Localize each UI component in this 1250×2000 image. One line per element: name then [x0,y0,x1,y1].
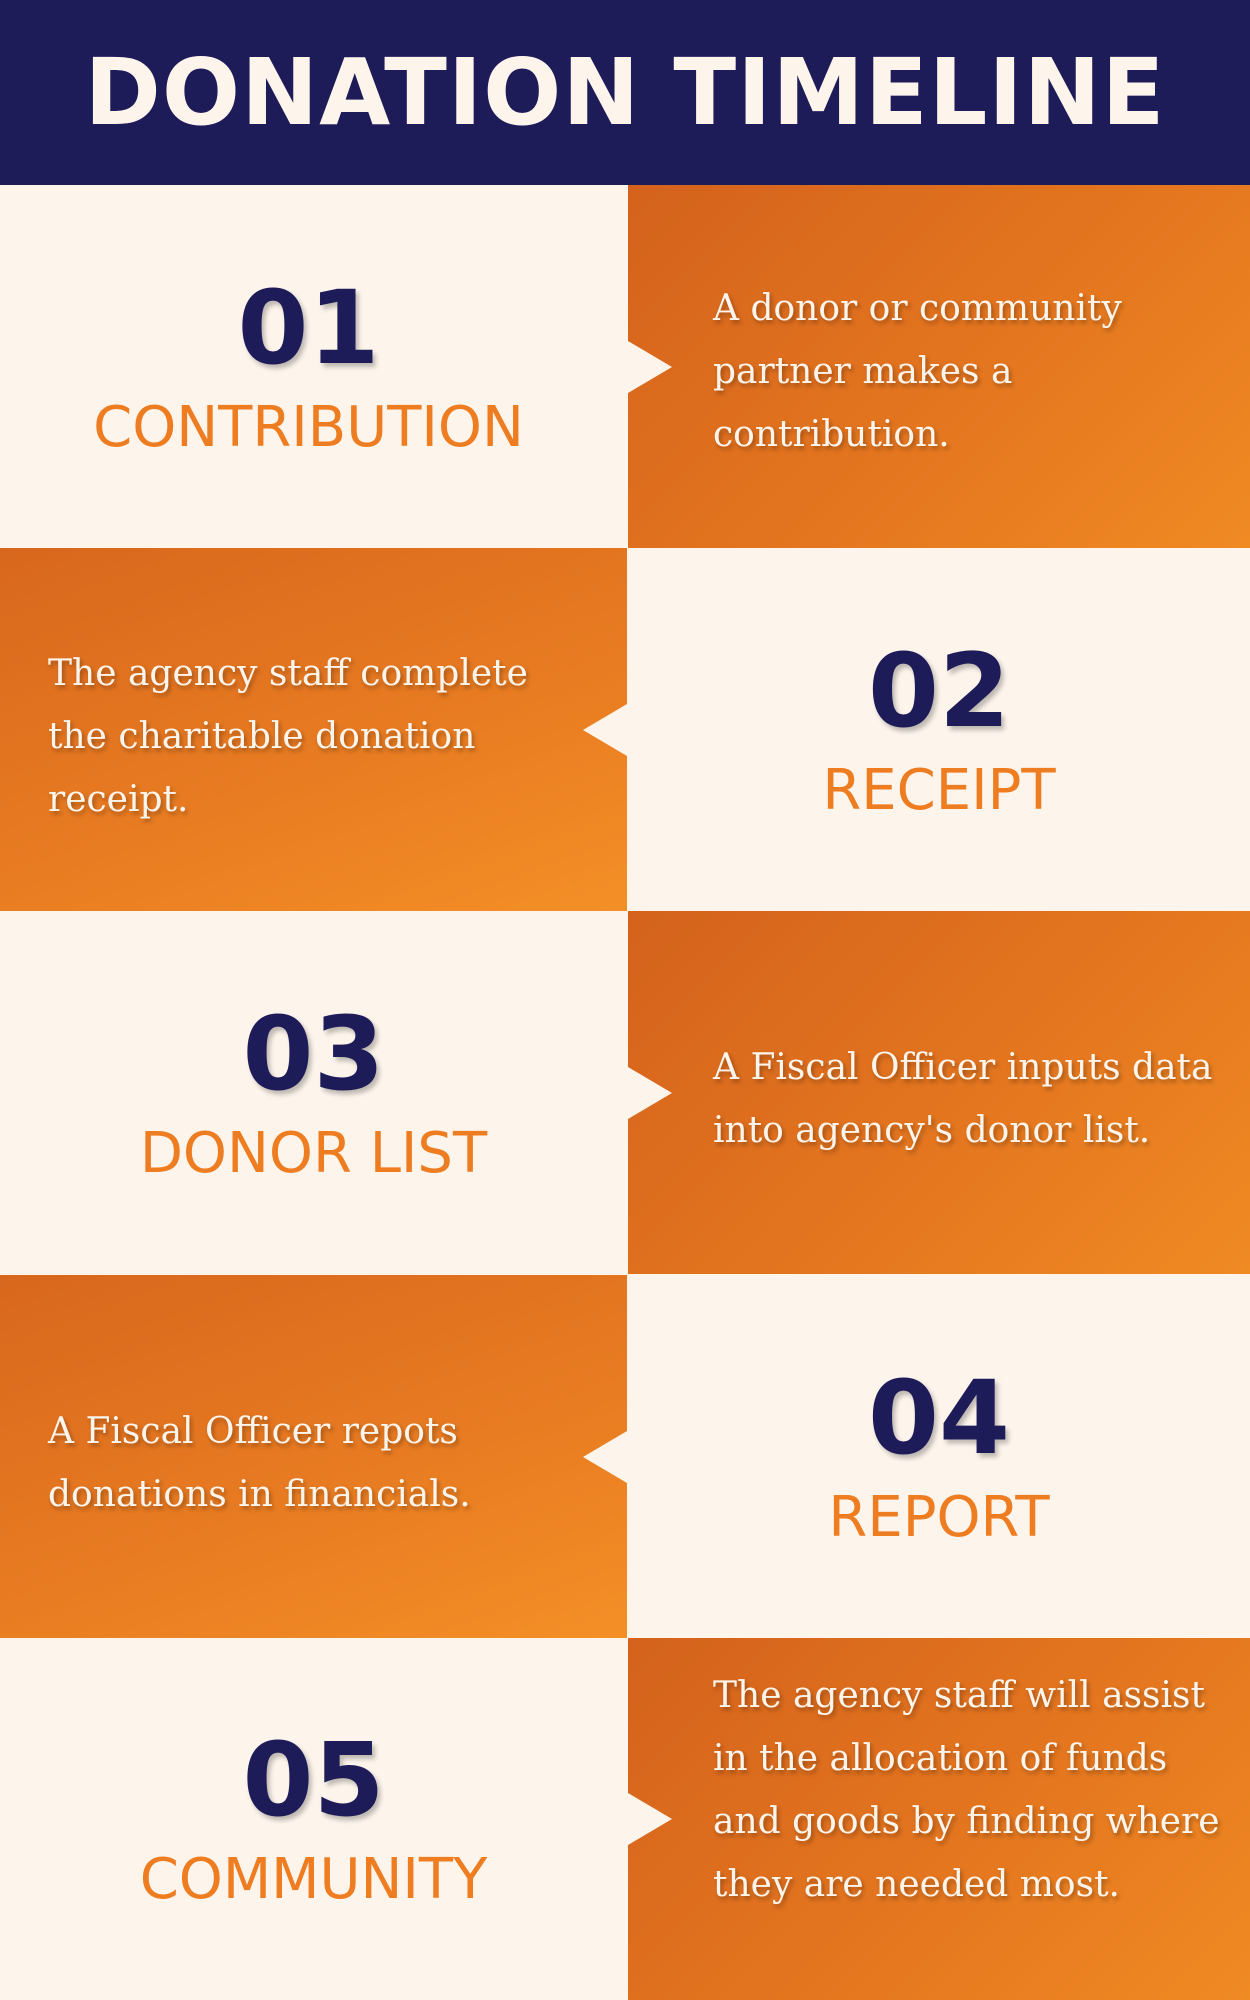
step-1-arrow-icon [628,341,672,393]
step-4-description: A Fiscal Officer repots donations in financials. [48,1411,471,1515]
step-2-arrow-icon [583,704,627,756]
step-3-title: DONOR LIST [139,1120,488,1186]
step-2-description: The agency staff complete the charitable donation receipt. [48,653,528,820]
step-5-number: 05 [242,1721,385,1840]
step-2-title: RECEIPT [822,757,1056,823]
step-3-description: A Fiscal Officer inputs data into agency's donor list. [713,1047,1213,1151]
step-4-description-panel [0,1275,627,1638]
step-4-label-panel [628,1275,1250,1638]
step-1-label-panel [0,185,627,548]
step-1-description: A donor or community partner makes a contribution. [713,288,1122,455]
step-3-label-panel [0,911,627,1274]
header-banner [0,0,1250,185]
step-5-label-panel [0,1638,627,2000]
page-title: DONATION TIMELINE [84,39,1166,146]
step-1-description-panel [628,185,1250,548]
step-4-title: REPORT [828,1484,1050,1550]
step-3-number: 03 [242,994,385,1114]
step-3-arrow-icon [628,1067,672,1119]
step-2-description-panel [0,548,627,911]
step-4-arrow-icon [583,1431,627,1483]
step-3-description-panel [628,911,1250,1274]
step-4-number: 04 [868,1358,1010,1478]
step-1-title: CONTRIBUTION [93,394,524,460]
step-1-number: 01 [237,268,380,388]
step-5-description-panel [628,1638,1250,2000]
step-5-description: The agency staff will assist in the allocation of funds and goods by finding where they are needed most. [713,1675,1220,1905]
step-2-number: 02 [868,631,1010,751]
step-2-label-panel [628,548,1250,911]
step-5-title: COMMUNITY [139,1847,488,1912]
step-5-arrow-icon [628,1793,672,1845]
